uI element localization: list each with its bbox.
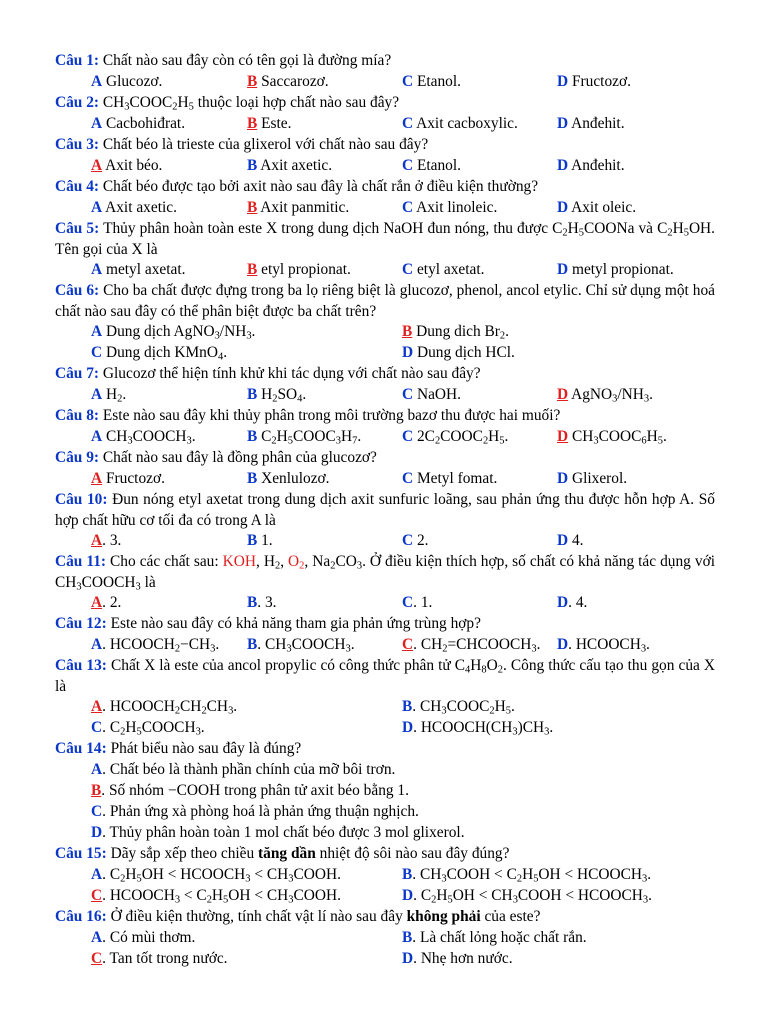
option-text: Fructozơ. <box>102 470 165 487</box>
option-text: . $CH_3COOCH_3$. <box>257 636 355 655</box>
option-text: 4. <box>568 532 584 549</box>
option-12b <box>247 634 355 655</box>
question-label: Câu 5: <box>55 220 100 237</box>
question-text: Chất X là este của ancol propylic có công thức phân tử $C_4H_8O_2$. Công thức cấu tạo thu gọn của X là <box>55 657 715 695</box>
option-letter: D <box>557 594 569 611</box>
option-text: . Số nhóm −COOH trong phân tử axit béo bằng 1. <box>101 782 409 799</box>
option-text: Cacbohiđrat. <box>102 115 186 132</box>
option-3b <box>247 155 332 176</box>
option-letter: C <box>402 470 414 487</box>
option-letter: C <box>402 115 414 132</box>
option-11d <box>557 592 587 613</box>
question-label: Câu 9: <box>55 449 100 466</box>
option-text: $CH_3COOC_6H_5$. <box>568 428 667 447</box>
option-text: Dung dịch HCl. <box>413 344 515 361</box>
option-letter: A <box>91 929 103 946</box>
option-letter: B <box>91 782 102 799</box>
option-text: Axit béo. <box>102 157 163 174</box>
option-letter: D <box>557 532 569 549</box>
option-11b <box>247 592 277 613</box>
option-14d <box>91 822 465 843</box>
option-letter: C <box>91 950 103 967</box>
question-label: Câu 11: <box>55 553 107 570</box>
option-text: . $HCOOCH(CH_3)CH_3$. <box>413 719 554 738</box>
option-text: etyl propionat. <box>257 261 351 278</box>
option-text: . Có mùi thơm. <box>102 929 196 946</box>
option-text: . $HCOOCH_2CH_2CH_3$. <box>102 698 238 717</box>
question-15 <box>55 843 715 864</box>
option-letter: D <box>557 157 569 174</box>
option-15d <box>402 885 652 906</box>
option-letter: C <box>402 199 414 216</box>
option-text: Este. <box>257 115 292 132</box>
option-letter: D <box>91 824 103 841</box>
option-letter: A <box>91 698 103 715</box>
question-label: Câu 6: <box>55 282 100 299</box>
option-letter: B <box>247 428 258 445</box>
option-6b <box>402 321 509 342</box>
option-14a <box>91 759 395 780</box>
option-text: . $CH_3COOC_2H_5$. <box>412 698 515 717</box>
option-letter: D <box>557 386 569 403</box>
question-6 <box>55 280 715 322</box>
option-text: . Tan tốt trong nước. <box>102 950 228 967</box>
option-5b <box>247 259 351 280</box>
option-letter: B <box>247 157 258 174</box>
question-text: Cho các chất sau: KOH, $H_2$, $O_2$, $Na_2CO_3$. Ở điều kiện thích hợp, số chất có khả năng tác dụng với $CH_3COOCH_3$ là <box>55 553 715 593</box>
option-text: . $HCOOCH_2-CH_3$. <box>102 636 220 655</box>
option-3d <box>557 155 625 176</box>
option-text: Metyl fomat. <box>413 470 498 487</box>
option-7c <box>402 384 461 405</box>
question-9 <box>55 447 715 468</box>
option-text: Glucozơ. <box>102 73 163 90</box>
question-label: Câu 16: <box>55 908 107 925</box>
option-letter: C <box>402 428 414 445</box>
option-10b <box>247 530 273 551</box>
option-text: . 4. <box>568 594 588 611</box>
option-10c <box>402 530 429 551</box>
option-text: . $C_2H_5OH$ < $HCOOCH_3$ < $CH_3COOH$. <box>102 866 341 885</box>
option-11c <box>402 592 432 613</box>
option-9a <box>91 468 165 489</box>
option-letter: A <box>91 532 103 549</box>
option-12d <box>557 634 650 655</box>
option-1c <box>402 71 461 92</box>
question-text: $CH_3COOC_2H_5$ thuộc loại hợp chất nào sau đây? <box>102 94 400 113</box>
question-text: Cho ba chất được đựng trong ba lọ riêng biệt là glucozơ, phenol, ancol etylic. Chỉ sử dụng một hoá chất nào sau đây có thể phân biệt được ba chất trên? <box>55 282 715 320</box>
option-text: . Nhẹ hơn nước. <box>413 950 513 967</box>
option-text: . 3. <box>257 594 277 611</box>
question-text: Chất béo được tạo bởi axit nào sau đây là chất rắn ở điều kiện thường? <box>102 178 539 195</box>
question-label: Câu 13: <box>55 657 107 674</box>
question-13 <box>55 655 715 697</box>
option-letter: A <box>91 761 103 778</box>
option-letter: D <box>557 470 569 487</box>
option-text: Axit linoleic. <box>413 199 498 216</box>
option-15c <box>91 885 341 906</box>
option-9d <box>557 468 627 489</box>
option-letter: D <box>557 199 569 216</box>
question-label: Câu 7: <box>55 365 100 382</box>
option-letter: B <box>402 866 413 883</box>
option-16b <box>402 927 587 948</box>
option-letter: A <box>91 199 103 216</box>
option-text: . $C_2H_5OH$ < $CH_3COOH$ < $HCOOCH_3$. <box>413 887 652 906</box>
question-text: Chất nào sau đây là đồng phân của glucozơ? <box>102 449 377 466</box>
option-letter: B <box>402 698 413 715</box>
question-text: Chất nào sau đây còn có tên gọi là đường mía? <box>102 52 392 69</box>
option-letter: B <box>247 470 258 487</box>
option-letter: C <box>402 532 414 549</box>
question-text: Chất béo là trieste của glixerol với chất nào sau đây? <box>102 136 429 153</box>
option-7a <box>91 384 126 405</box>
option-letter: B <box>247 636 258 653</box>
option-text: Dung dịch $AgNO_3/NH_3$. <box>102 323 256 342</box>
option-letter: C <box>91 887 103 904</box>
question-label: Câu 12: <box>55 615 107 632</box>
option-letter: C <box>91 803 103 820</box>
question-text: Glucozơ thể hiện tính khử khi tác dụng với chất nào sau đây? <box>102 365 481 382</box>
option-text: . 1. <box>413 594 433 611</box>
question-5 <box>55 218 715 260</box>
option-8a <box>91 426 196 447</box>
option-letter: D <box>402 950 414 967</box>
option-16c <box>91 948 228 969</box>
option-16d <box>402 948 513 969</box>
option-8b <box>247 426 361 447</box>
option-5d <box>557 259 674 280</box>
option-letter: A <box>91 594 103 611</box>
option-letter: C <box>91 719 103 736</box>
option-10a <box>91 530 121 551</box>
option-letter: D <box>402 344 414 361</box>
option-text: etyl axetat. <box>413 261 485 278</box>
option-6c <box>91 342 227 363</box>
option-text: . Chất béo là thành phần chính của mỡ bôi trơn. <box>102 761 396 778</box>
option-letter: D <box>402 887 414 904</box>
question-11 <box>55 551 715 593</box>
option-text: Saccarozơ. <box>257 73 329 90</box>
option-3a <box>91 155 162 176</box>
option-14b <box>91 780 409 801</box>
option-text: . Phản ứng xà phòng hoá là phản ứng thuận nghịch. <box>102 803 419 820</box>
question-text: Đun nóng etyl axetat trong dung dịch axit sunfuric loãng, sau phản ứng thu được hỗn hợp A. Số hợp chất hữu cơ tối đa có trong A là <box>55 491 715 529</box>
option-2c <box>402 113 518 134</box>
option-letter: B <box>247 532 258 549</box>
option-letter: B <box>247 386 258 403</box>
option-letter: D <box>557 115 569 132</box>
option-letter: C <box>402 261 414 278</box>
option-letter: A <box>91 157 103 174</box>
question-text: Este nào sau đây có khả năng tham gia phản ứng trùng hợp? <box>110 615 481 632</box>
option-letter: D <box>557 261 569 278</box>
option-text: Axit axetic. <box>257 157 333 174</box>
question-label: Câu 10: <box>55 491 108 508</box>
option-letter: C <box>402 157 414 174</box>
option-5c <box>402 259 485 280</box>
option-13c <box>91 717 205 738</box>
option-text: . $CH_2=CHCOOCH_3$. <box>413 636 541 655</box>
option-2d <box>557 113 625 134</box>
option-text: $H_2SO_4$. <box>257 386 307 405</box>
question-14 <box>55 738 715 759</box>
option-text: $AgNO_3/NH_3$. <box>568 386 654 405</box>
option-10d <box>557 530 584 551</box>
question-label: Câu 1: <box>55 52 100 69</box>
option-text: Axit panmitic. <box>257 199 350 216</box>
option-text: Axit cacboxylic. <box>413 115 518 132</box>
option-letter: A <box>91 323 103 340</box>
option-letter: B <box>247 115 258 132</box>
option-12a <box>91 634 219 655</box>
option-text: 2. <box>413 532 429 549</box>
option-text: $2C_2COOC_2H_5$. <box>413 428 509 447</box>
question-16 <box>55 906 715 927</box>
option-9c <box>402 468 497 489</box>
option-text: $H_2$. <box>102 386 127 405</box>
question-label: Câu 8: <box>55 407 100 424</box>
option-letter: C <box>402 594 414 611</box>
option-text: metyl axetat. <box>102 261 186 278</box>
option-text: Axit axetic. <box>102 199 177 216</box>
option-13b <box>402 696 515 717</box>
question-label: Câu 4: <box>55 178 100 195</box>
option-letter: D <box>557 428 569 445</box>
option-13a <box>91 696 237 717</box>
option-text: $CH_3COOCH_3$. <box>102 428 196 447</box>
option-text: . $CH_3COOH < C_2H_5OH$ < $HCOOCH_3$. <box>412 866 652 885</box>
question-4 <box>55 176 715 197</box>
option-2a <box>91 113 185 134</box>
option-13d <box>402 717 553 738</box>
option-text: Anđehit. <box>568 115 625 132</box>
option-letter: C <box>402 636 414 653</box>
option-text: Fructozơ. <box>568 73 631 90</box>
option-3c <box>402 155 461 176</box>
option-15b <box>402 864 651 885</box>
option-7d <box>557 384 653 405</box>
option-text: $C_2H_5COOC_3H_7$. <box>257 428 362 447</box>
option-letter: A <box>91 470 103 487</box>
question-2 <box>55 92 715 113</box>
option-4a <box>91 197 177 218</box>
option-text: metyl propionat. <box>568 261 674 278</box>
question-text: Thủy phân hoàn toàn este X trong dung dịch NaOH đun nóng, thu được $C_2H_5COONa$ và $C_2H_5OH$. Tên gọi của X là <box>55 220 716 258</box>
option-letter: B <box>247 594 258 611</box>
option-4c <box>402 197 497 218</box>
option-letter: A <box>91 261 103 278</box>
option-text: Dung dich $Br_2$. <box>412 323 509 342</box>
option-6a <box>91 321 255 342</box>
option-letter: B <box>402 323 413 340</box>
option-text: . $HCOOCH_3$. <box>568 636 650 655</box>
option-text: . Thủy phân hoàn toàn 1 mol chất béo được 3 mol glixerol. <box>102 824 465 841</box>
question-10 <box>55 489 715 531</box>
question-text: Phát biểu nào sau đây là đúng? <box>110 740 302 757</box>
option-14c <box>91 801 419 822</box>
option-text: Anđehit. <box>568 157 625 174</box>
option-4d <box>557 197 636 218</box>
option-letter: C <box>402 386 414 403</box>
question-3 <box>55 134 715 155</box>
option-text: . $C_2H_5COOCH_3$. <box>102 719 205 738</box>
option-5a <box>91 259 185 280</box>
option-text: Glixerol. <box>568 470 628 487</box>
option-text: Dung dịch KMnO$_4$. <box>102 344 228 363</box>
option-letter: D <box>402 719 414 736</box>
option-letter: B <box>247 73 258 90</box>
option-2b <box>247 113 291 134</box>
question-1 <box>55 50 715 71</box>
question-text: Este nào sau đây khi thủy phân trong môi trường bazơ thu được hai muối? <box>102 407 561 424</box>
option-letter: D <box>557 636 569 653</box>
option-4b <box>247 197 349 218</box>
option-6d <box>402 342 515 363</box>
option-12c <box>402 634 540 655</box>
option-text: NaOH. <box>413 386 461 403</box>
option-text: Axit oleic. <box>568 199 637 216</box>
option-text: . Là chất lỏng hoặc chất rắn. <box>412 929 587 946</box>
option-letter: C <box>91 344 103 361</box>
option-text: . $HCOOCH_3 < C_2H_5OH$ < $CH_3COOH$. <box>102 887 341 906</box>
option-text: Etanol. <box>413 157 461 174</box>
option-letter: A <box>91 386 103 403</box>
option-9b <box>247 468 330 489</box>
option-8d <box>557 426 667 447</box>
option-letter: D <box>557 73 569 90</box>
option-16a <box>91 927 195 948</box>
option-8c <box>402 426 508 447</box>
question-12 <box>55 613 715 634</box>
option-15a <box>91 864 341 885</box>
option-letter: B <box>247 261 258 278</box>
option-text: 1. <box>257 532 273 549</box>
option-text: . 2. <box>102 594 122 611</box>
question-label: Câu 15: <box>55 845 107 862</box>
option-11a <box>91 592 121 613</box>
question-7 <box>55 363 715 384</box>
question-label: Câu 14: <box>55 740 107 757</box>
option-letter: A <box>91 428 103 445</box>
option-letter: A <box>91 115 103 132</box>
option-1d <box>557 71 631 92</box>
option-text: Xenlulozơ. <box>257 470 330 487</box>
question-text: Dãy sắp xếp theo chiều tăng dần nhiệt độ sôi nào sau đây đúng? <box>110 845 510 862</box>
option-letter: A <box>91 73 103 90</box>
option-1a <box>91 71 162 92</box>
option-7b <box>247 384 306 405</box>
question-label: Câu 2: <box>55 94 100 111</box>
question-8 <box>55 405 715 426</box>
option-letter: A <box>91 866 103 883</box>
option-1b <box>247 71 329 92</box>
option-text: Etanol. <box>413 73 461 90</box>
option-letter: C <box>402 73 414 90</box>
option-letter: A <box>91 636 103 653</box>
option-text: . 3. <box>102 532 122 549</box>
question-text: Ở điều kiện thường, tính chất vật lí nào sau đây không phải của este? <box>110 908 541 925</box>
option-letter: B <box>402 929 413 946</box>
question-label: Câu 3: <box>55 136 100 153</box>
option-letter: B <box>247 199 258 216</box>
